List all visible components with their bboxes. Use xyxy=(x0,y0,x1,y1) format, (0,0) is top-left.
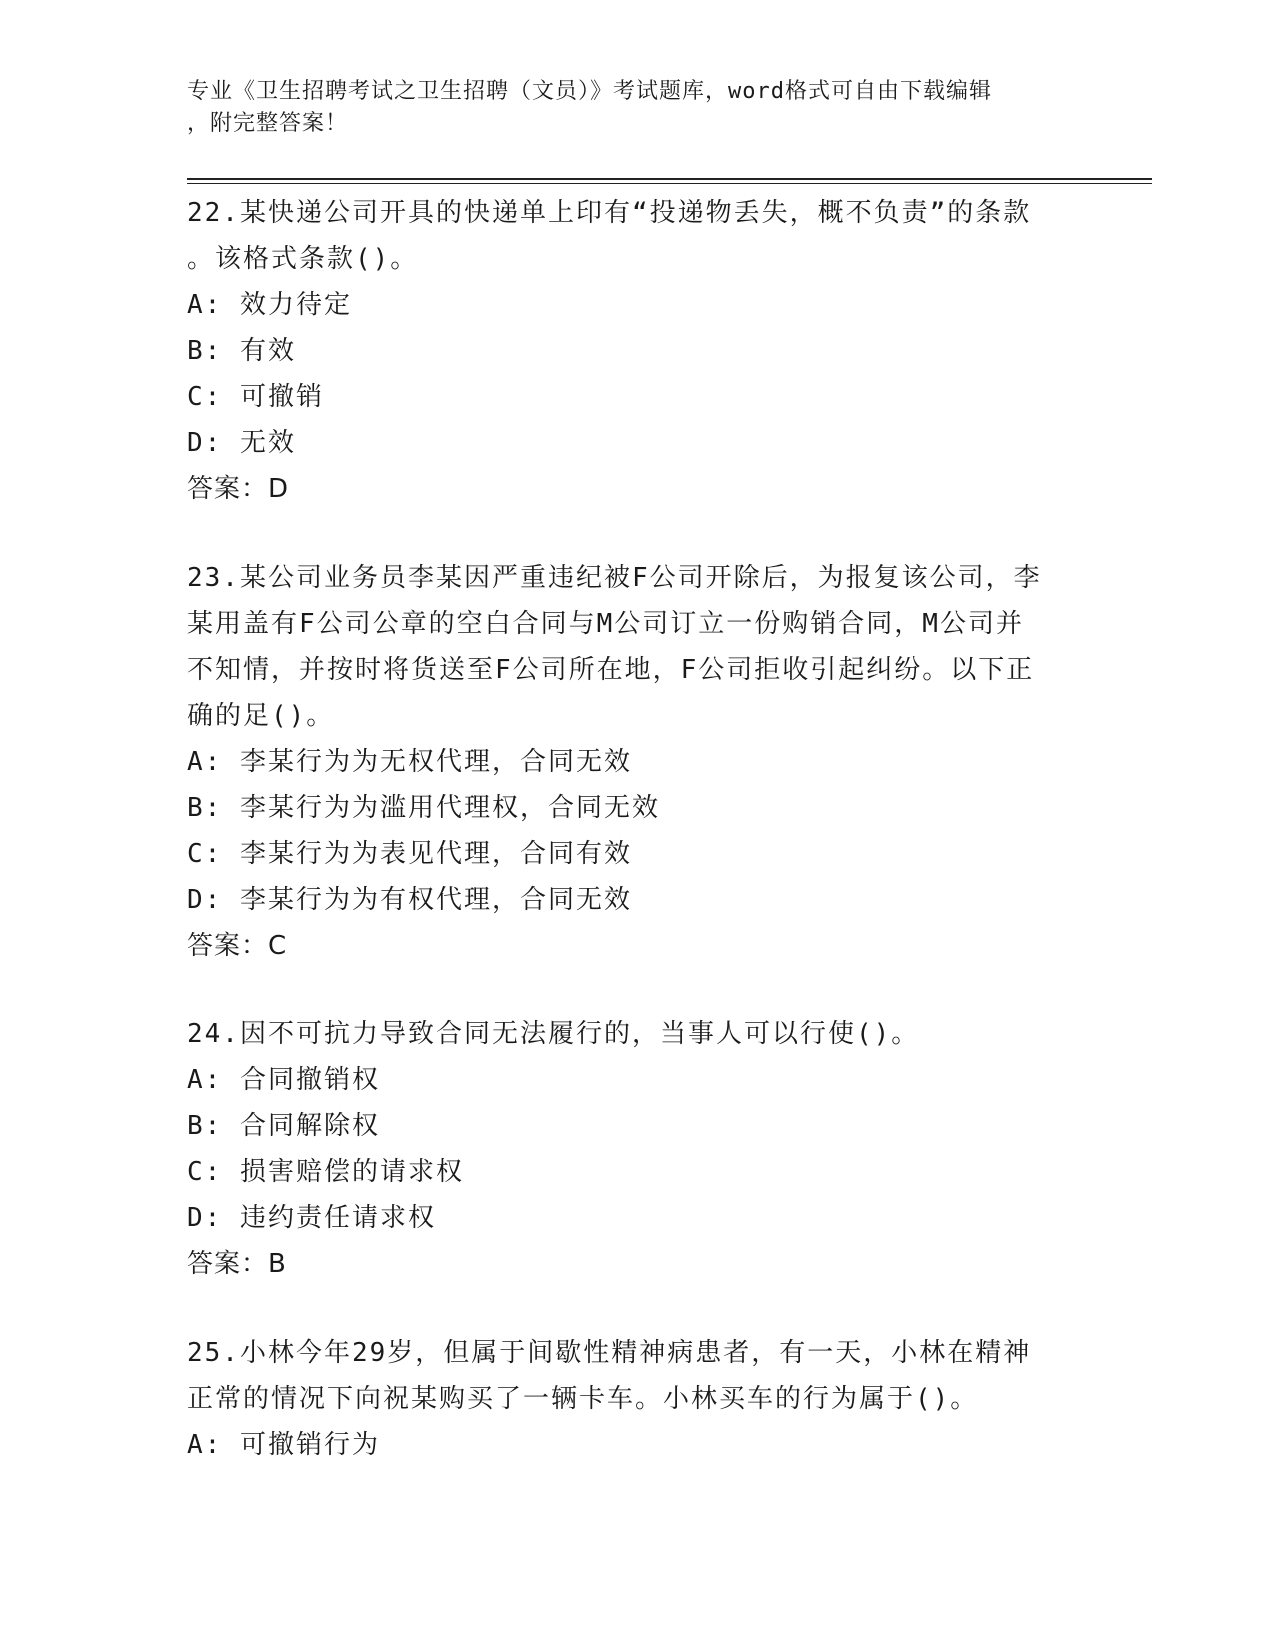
answer-line: 答案：C xyxy=(187,931,288,961)
answer-line: 答案：B xyxy=(187,1249,287,1279)
option-c: C: 李某行为为表见代理，合同有效 xyxy=(187,839,632,869)
answer-line: 答案：D xyxy=(187,474,290,504)
question-stem-line: 24.因不可抗力导致合同无法履行的，当事人可以行使()。 xyxy=(187,1019,920,1049)
question-stem-line: 某用盖有F公司公章的空白合同与M公司订立一份购销合同，M公司并 xyxy=(187,609,1024,639)
option-c: C: 可撤销 xyxy=(187,382,324,412)
document-header xyxy=(187,76,1077,140)
option-d: D: 违约责任请求权 xyxy=(187,1203,436,1233)
question-24 xyxy=(187,1011,1077,1287)
option-a: A: 李某行为为无权代理，合同无效 xyxy=(187,747,632,777)
option-a: A: 可撤销行为 xyxy=(187,1430,380,1460)
option-b: B: 有效 xyxy=(187,336,296,366)
header-divider-top xyxy=(187,178,1152,180)
question-stem-line: 23.某公司业务员李某因严重违纪被F公司开除后，为报复该公司，李 xyxy=(187,563,1042,593)
option-b: B: 合同解除权 xyxy=(187,1111,380,1141)
header-line-1: 专业《卫生招聘考试之卫生招聘（文员）》考试题库，word格式可自由下载编辑 xyxy=(187,79,992,104)
question-stem-line: 确的足()。 xyxy=(187,701,335,731)
option-c: C: 损害赔偿的请求权 xyxy=(187,1157,464,1187)
header-line-2: ，附完整答案！ xyxy=(187,111,349,136)
option-d: D: 无效 xyxy=(187,428,296,458)
option-d: D: 李某行为为有权代理，合同无效 xyxy=(187,885,632,915)
option-a: A: 效力待定 xyxy=(187,290,352,320)
question-stem-line: 正常的情况下向祝某购买了一辆卡车。小林买车的行为属于()。 xyxy=(187,1384,979,1414)
question-stem-line: 25.小林今年29岁，但属于间歇性精神病患者，有一天，小林在精神 xyxy=(187,1338,1032,1368)
header-divider-bottom xyxy=(187,183,1152,184)
option-a: A: 合同撤销权 xyxy=(187,1065,380,1095)
question-23 xyxy=(187,555,1077,969)
question-stem-line: 不知情，并按时将货送至F公司所在地，F公司拒收引起纠纷。以下正 xyxy=(187,655,1035,685)
question-22 xyxy=(187,190,1077,512)
question-25 xyxy=(187,1330,1077,1468)
question-stem-line: 。该格式条款()。 xyxy=(187,244,419,274)
option-b: B: 李某行为为滥用代理权，合同无效 xyxy=(187,793,660,823)
question-stem-line: 22.某快递公司开具的快递单上印有“投递物丢失，概不负责”的条款 xyxy=(187,198,1032,228)
